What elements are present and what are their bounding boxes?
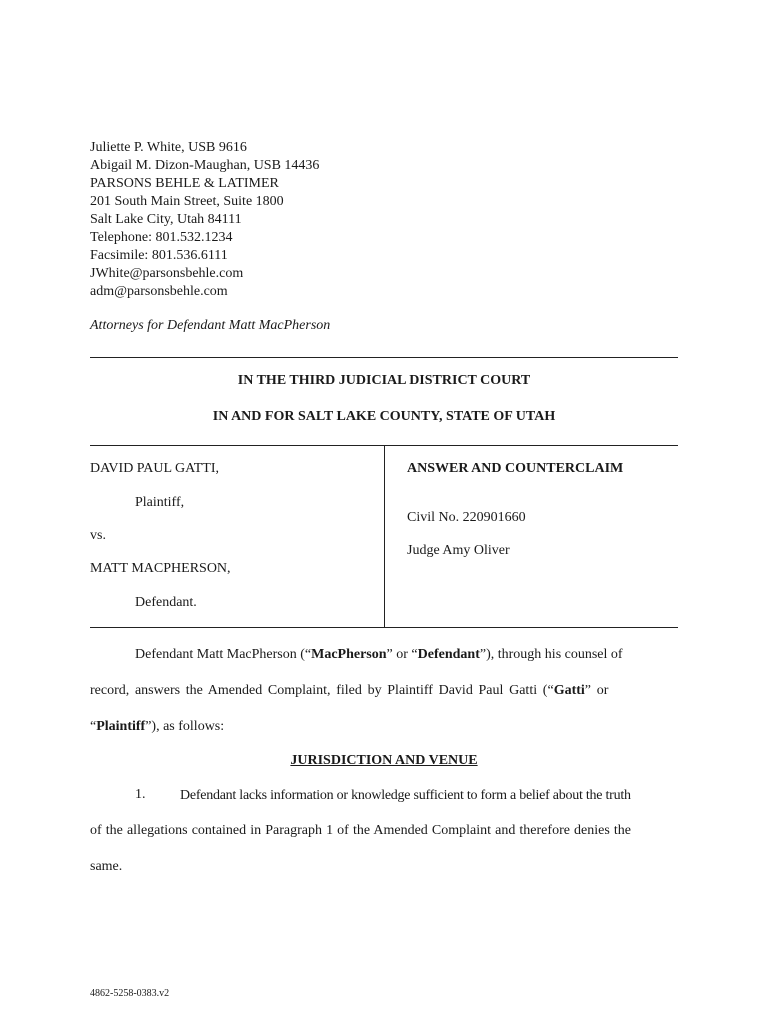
civil-number: Civil No. 220901660 <box>407 510 526 525</box>
intro-line-2 <box>90 682 678 700</box>
counsel-line: Juliette P. White, USB 9616 <box>90 140 247 155</box>
counsel-line: Salt Lake City, Utah 84111 <box>90 212 242 227</box>
text-run: Defendant Matt MacPherson (“ <box>135 647 312 662</box>
counsel-role: Attorneys for Defendant Matt MacPherson <box>90 318 331 333</box>
section-heading <box>90 753 678 769</box>
defined-term: MacPherson <box>311 647 387 662</box>
paragraph-number: 1. <box>135 787 146 802</box>
judge-name: Judge Amy Oliver <box>407 543 510 558</box>
plaintiff-label: Plaintiff, <box>135 495 185 510</box>
defendant-label: Defendant. <box>135 595 197 610</box>
counsel-line: 201 South Main Street, Suite 1800 <box>90 194 284 209</box>
caption-divider <box>384 445 385 627</box>
defined-term: Defendant <box>417 647 480 662</box>
counsel-line: Facsimile: 801.536.6111 <box>90 248 228 263</box>
counsel-line: Abigail M. Dizon-Maughan, USB 14436 <box>90 158 320 173</box>
counsel-line: PARSONS BEHLE & LATIMER <box>90 176 279 191</box>
document-title: ANSWER AND COUNTERCLAIM <box>407 461 624 476</box>
text-run: ” or “ <box>386 647 418 662</box>
paragraph-1-line-2: of the allegations contained in Paragraph 1 of the Amended Complaint and therefore denies the <box>90 823 632 838</box>
paragraph-1-line-3: same. <box>90 859 123 874</box>
text-run: record, answers the Amended Complaint, filed by Plaintiff David Paul Gatti (“ <box>90 683 554 698</box>
defined-term: Plaintiff <box>96 719 146 734</box>
section-heading-text: JURISDICTION AND VENUE <box>290 753 478 768</box>
plaintiff-name: DAVID PAUL GATTI, <box>90 461 219 476</box>
counsel-email: adm@parsonsbehle.com <box>90 284 228 299</box>
top-rule <box>90 357 678 358</box>
intro-line-1 <box>135 646 678 664</box>
counsel-email: JWhite@parsonsbehle.com <box>90 266 244 281</box>
defendant-name: MATT MACPHERSON, <box>90 561 231 576</box>
text-run: “ <box>90 719 97 734</box>
text-run: ”), as follows: <box>145 719 225 734</box>
text-run: ”), through his counsel of <box>479 647 623 662</box>
intro-line-3 <box>90 718 678 736</box>
counsel-line: Telephone: 801.532.1234 <box>90 230 233 245</box>
defined-term: Gatti <box>553 683 585 698</box>
paragraph-1-line-1: Defendant lacks information or knowledge sufficient to form a belief about the truth <box>180 788 631 803</box>
court-county: IN AND FOR SALT LAKE COUNTY, STATE OF UTAH <box>212 409 556 424</box>
document-id-footer: 4862-5258-0383.v2 <box>90 988 170 999</box>
court-name: IN THE THIRD JUDICIAL DISTRICT COURT <box>237 373 531 388</box>
text-run: ” or <box>584 683 609 698</box>
versus-label: vs. <box>90 528 106 543</box>
caption-bottom-rule <box>90 627 678 628</box>
